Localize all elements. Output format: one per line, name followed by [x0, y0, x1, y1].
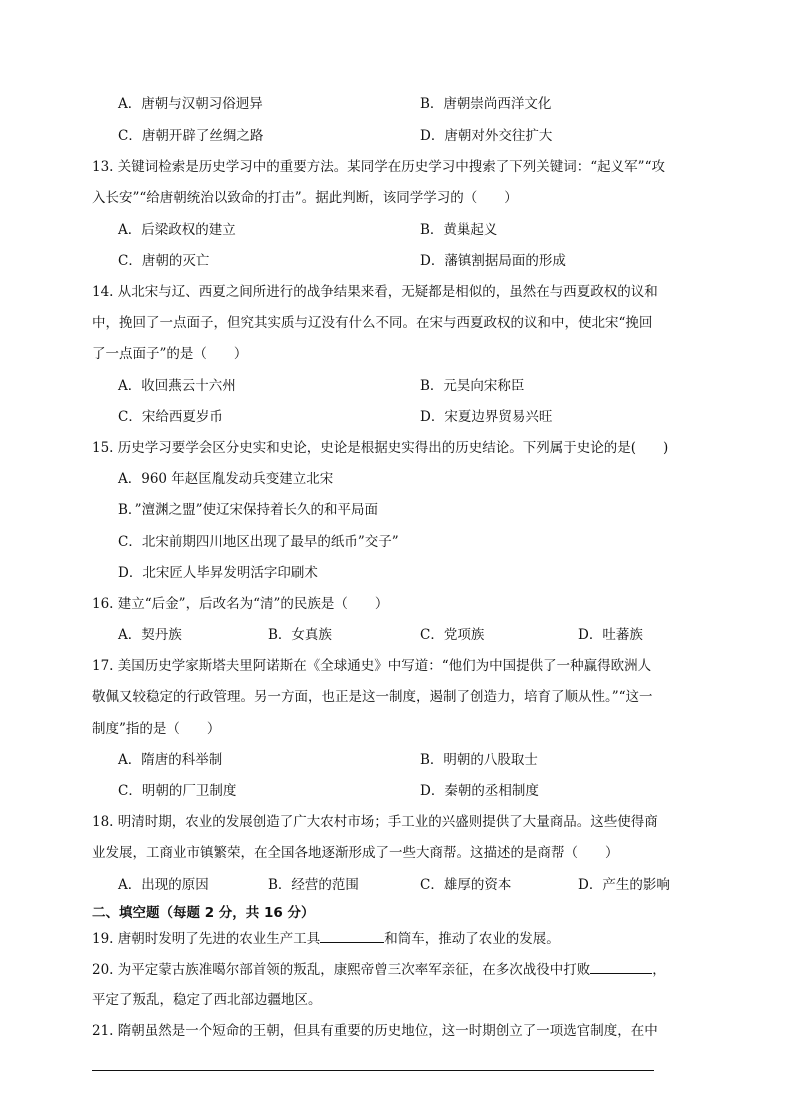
q17-option-c: C．明朝的厂卫制度: [118, 783, 237, 799]
q14-option-b: B．元昊向宋称臣: [420, 378, 525, 394]
q21-stem-line1: 21. 隋朝虽然是一个短命的王朝，但具有重要的历史地位，这一时期创立了一项选官制度，在中: [92, 1023, 658, 1039]
q13-option-b: B．黄巢起义: [420, 222, 498, 238]
q14-option-c: C．宋给西夏岁币: [118, 409, 223, 425]
q12-option-a: A．唐朝与汉朝习俗迥异: [118, 96, 263, 112]
q17-option-d: D．秦朝的丞相制度: [420, 783, 539, 799]
q12-option-c: C．唐朝开辟了丝绸之路: [118, 128, 264, 144]
q18-option-a: A．出现的原因: [118, 877, 209, 893]
q13-option-c: C．唐朝的灭亡: [118, 253, 210, 269]
q14-stem-line2: 中，挽回了一点面子，但究其实质与辽没有什么不同。在宋与西夏政权的议和中，使北宋“挽回: [92, 315, 653, 331]
q19-text-before: 19. 唐朝时发明了先进的农业生产工具: [92, 931, 321, 947]
q17-stem-line2: 敬佩又较稳定的行政管理。另一方面，也正是这一制度，遏制了创造力，培育了顺从性。”“这一: [92, 689, 653, 705]
q16-option-c: C．党项族: [420, 627, 485, 643]
q12-option-b: B．唐朝崇尚西洋文化: [420, 96, 552, 112]
q14-option-d: D．宋夏边界贸易兴旺: [420, 409, 553, 425]
q15-option-d: D．北宋匠人毕昇发明活字印刷术: [118, 565, 318, 581]
q13-option-d: D．藩镇割据局面的形成: [420, 253, 566, 269]
q18-option-b: B．经营的范围: [268, 877, 359, 893]
q14-stem-line3: 了一点面子”的是（ ）: [92, 346, 248, 362]
q18-stem-line1: 18. 明清时期，农业的发展创造了广大农村市场；手工业的兴盛则提供了大量商品。这些使得商: [92, 814, 658, 830]
q15-option-a: A．960 年赵匡胤发动兵变建立北宋: [118, 471, 334, 487]
q18-option-d: D．产生的影响: [578, 877, 670, 893]
footer-divider: [92, 1070, 654, 1071]
q20-stem-line2: 平定了叛乱，稳定了西北部边疆地区。: [92, 992, 322, 1008]
q20-answer-blank[interactable]: [590, 959, 652, 974]
q19-answer-blank[interactable]: [320, 928, 384, 943]
q20-text-before: 20. 为平定蒙古族准噶尔部首领的叛乱，康熙帝曾三次率军亲征，在多次战役中打败: [92, 962, 591, 978]
q16-option-d: D．吐蕃族: [578, 627, 643, 643]
q12-option-d: D．唐朝对外交往扩大: [420, 128, 553, 144]
q13-option-a: A．后梁政权的建立: [118, 222, 236, 238]
q19-stem: [92, 928, 560, 949]
q14-option-a: A．收回燕云十六州: [118, 378, 236, 394]
q14-stem-line1: 14. 从北宋与辽、西夏之间所进行的战争结果来看，无疑都是相似的，虽然在与西夏政权的议和: [92, 284, 658, 300]
q13-stem-line2: 入长安”“给唐朝统治以致命的打击”。据此判断，该同学学习的（ ）: [92, 190, 518, 206]
q15-option-c: C．北宋前期四川地区出现了最早的纸币”交子”: [118, 534, 399, 550]
q17-stem-line3: 制度”指的是（ ）: [92, 721, 221, 737]
q17-option-b: B．明朝的八股取士: [420, 752, 538, 768]
section-heading-fill-in: 二、填空题（每题 2 分，共 16 分）: [92, 905, 315, 921]
q16-option-a: A．契丹族: [118, 627, 182, 643]
q17-option-a: A．隋唐的科举制: [118, 752, 223, 768]
q17-stem-line1: 17. 美国历史学家斯塔夫里阿诺斯在《全球通史》中写道：“他们为中国提供了一种赢得欧洲人: [92, 658, 652, 674]
q18-option-c: C．雄厚的资本: [420, 877, 512, 893]
q13-stem-line1: 13. 关键词检索是历史学习中的重要方法。某同学在历史学习中搜索了下列关键词：“起义军”“攻: [92, 159, 665, 175]
q15-stem-line1: 15. 历史学习要学会区分史实和史论，史论是根据史实得出的历史结论。下列属于史论的是( ): [92, 440, 669, 456]
q19-text-after: 和筒车，推动了农业的发展。: [384, 931, 560, 947]
q20-stem-line1: [92, 959, 666, 980]
q16-stem-line1: 16. 建立“后金”，后改名为“清”的民族是（ ）: [92, 596, 389, 612]
q15-option-b: B．”澶渊之盟”使辽宋保持着长久的和平局面: [118, 502, 378, 518]
q20-text-after: ，: [652, 962, 666, 978]
q18-stem-line2: 业发展，工商业市镇繁荣，在全国各地逐渐形成了一些大商帮。这描述的是商帮（ ）: [92, 845, 619, 861]
q16-option-b: B．女真族: [268, 627, 332, 643]
